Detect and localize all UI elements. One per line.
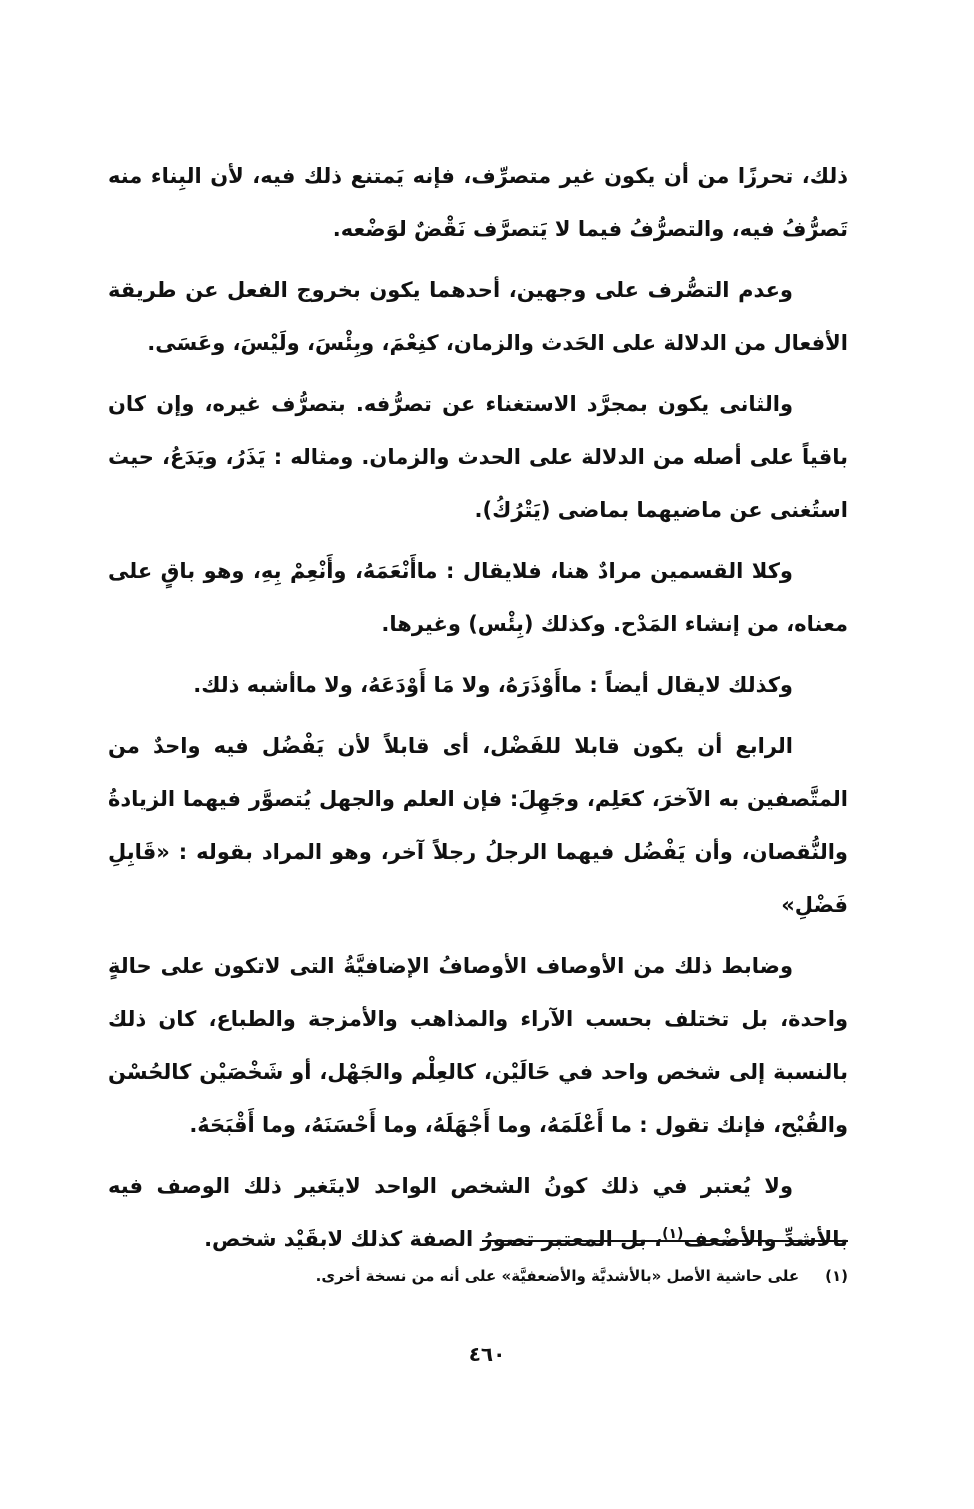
paragraph-8-text-after: ، بل المعتبر تصورُ الصفة كذلك لابقَيْد شخص. bbox=[204, 1227, 663, 1251]
paragraph-8 bbox=[108, 1160, 848, 1266]
footnote-number: (١) bbox=[825, 1267, 848, 1285]
paragraph-4: وكلا القسمين مرادٌ هنا، فلايقال : ماأَنْعَمَهُ، وأَنْعِمْ بِهِ، وهو باقٍ على معناه، من إنشاء المَدْح. وكذلك (بِئْس) وغيرها. bbox=[108, 559, 848, 636]
paragraph-7: وضابط ذلك من الأوصاف الأوصافُ الإضافيَّةُ التى لاتكون على حالةٍ واحدة، بل تختلف بحسب الآراء والمذاهب والأمزجة والطباع، كان ذلك بالنسبة إلى شخص واحد في حَالَيْن، كالعِلْم والجَهْل، أو شَخْصَيْن كالحُسْن والقُبْح، فإنك تقول : ما أَعْلَمَهُ، وما أَجْهَلَهُ، وما أَحْسَنَهُ، وما أَقْبَحَهُ. bbox=[108, 954, 848, 1137]
paragraph-3: والثانى يكون بمجرَّد الاستغناء عن تصرُّفه. بتصرُّف غيره، وإن كان باقياً على أصله من الدلالة على الحدث والزمان. ومثاله : يَذَرُ، ويَدَعُ، حيث استُغنى عن ماضيهما بماضى (يَتْرُكُ). bbox=[108, 392, 848, 522]
footnote-text: على حاشية الأصل «بالأشديَّة والأضعفيَّة» على أنه من نسخة أخرى. bbox=[315, 1267, 800, 1285]
document-body bbox=[108, 150, 848, 1274]
page-number: ٤٦٠ bbox=[468, 1342, 506, 1366]
paragraph-2: وعدم التصُّرف على وجهين، أحدهما يكون بخروج الفعل عن طريقة الأفعال من الدلالة على الحَدث والزمان، كنِعْمَ، وبِئْسَ، ولَيْسَ، وعَسَى. bbox=[108, 278, 848, 355]
paragraph-5: وكذلك لايقال أيضاً : ماأَوْذَرَهُ، ولا مَا أَوْدَعَهُ، ولا ماأشبه ذلك. bbox=[193, 673, 793, 697]
footnote-divider bbox=[482, 1240, 848, 1242]
paragraph-1: ذلك، تحرزًا من أن يكون غير متصرِّف، فإنه يَمتنع ذلك فيه، لأن البِناء منه تَصرُّفُ فيه، والتصرُّفُ فيما لا يَتصرَّف نَقْضٌ لوَضْعه. bbox=[108, 164, 848, 241]
footnote bbox=[108, 1262, 848, 1290]
paragraph-6: الرابع أن يكون قابلا للفَضْل، أى قابلاً لأن يَفْضُل فيه واحدٌ من المتَّصفين به الآخرَ، كعَلِم، وجَهِلَ: فإن العلم والجهل يُتصوَّر فيهما الزيادةُ والنُّقصان، وأن يَفْضُل فيهما الرجلُ رجلاً آخر، وهو المراد بقوله : «قَابِلِ فَضْلِ» bbox=[108, 734, 848, 917]
paragraph-8-text-before: ولا يُعتبر في ذلك كونُ الشخص الواحد لايتَغير ذلك الوصف فيه بالأشدِّ والأضْعف bbox=[108, 1174, 848, 1251]
footnote-reference: (١) bbox=[662, 1226, 684, 1242]
